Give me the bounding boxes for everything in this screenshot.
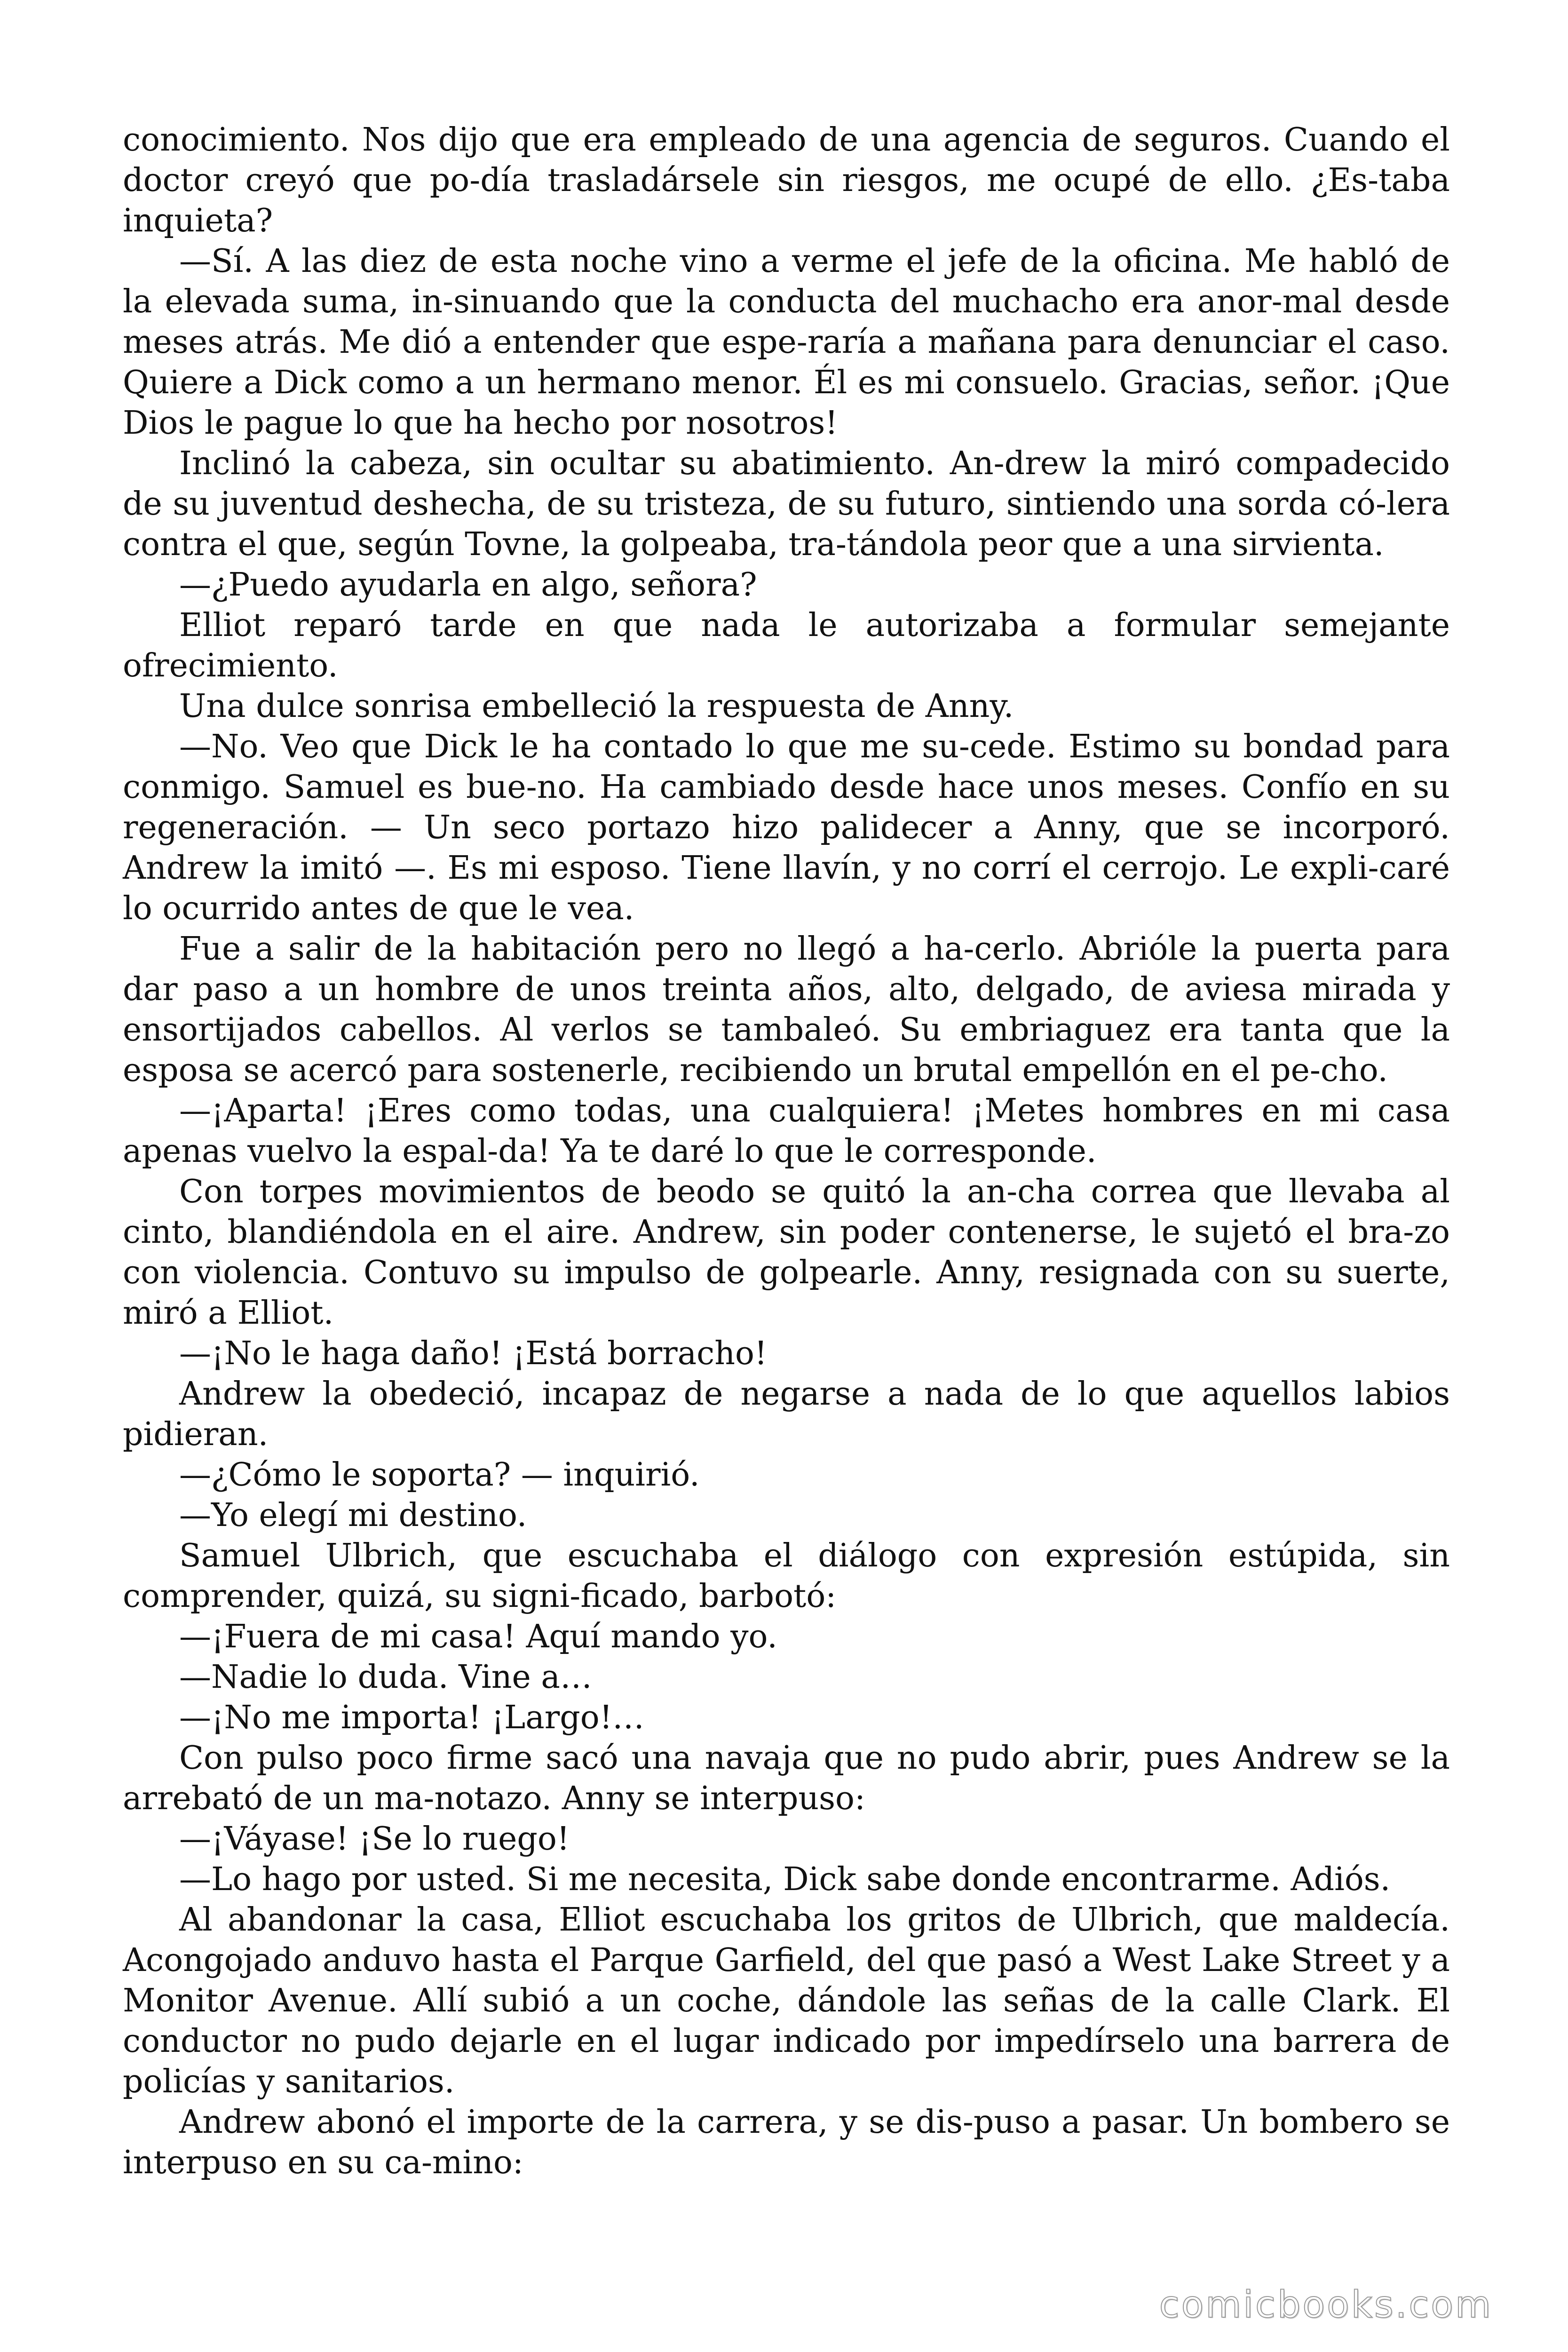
watermark: comicbooks.com (1159, 2284, 1493, 2326)
paragraph: —¡Fuera de mi casa! Aquí mando yo. (179, 1618, 777, 1655)
paragraph: Con pulso poco firme sacó una navaja que no pudo abrir, pues Andrew se la arrebató de un ma-notazo. Anny se interpuso: (123, 1740, 1450, 1817)
paragraph: Samuel Ulbrich, que escuchaba el diálogo con expresión estúpida, sin comprender, quizá, su signi-ficado, barbotó: (123, 1537, 1450, 1615)
paragraph: conocimiento. Nos dijo que era empleado de una agencia de seguros. Cuando el doctor creyó que po-día trasladársele sin riesgos, me ocupé de ello. ¿Es-taba inquieta? (123, 121, 1450, 239)
paragraph: —Sí. A las diez de esta noche vino a verme el jefe de la oficina. Me habló de la elevada suma, in-sinuando que la conducta del muchacho era anor-mal desde meses atrás. Me dió a entender que espe-raría a mañana para denunciar el caso. Quiere a Dick como a un hermano menor. Él es mi consuelo. Gracias, señor. ¡Que Dios le pague lo que ha hecho por nosotros! (123, 243, 1450, 442)
paragraph: —Nadie lo duda. Vine a… (179, 1659, 592, 1696)
paragraph: Inclinó la cabeza, sin ocultar su abatimiento. An-drew la miró compadecido de su juventud deshecha, de su tristeza, de su futuro, sintiendo una sorda có-lera contra el que, según Tovne, la golpeaba, tra-tándola peor que a una sirvienta. (123, 445, 1450, 563)
paragraph: —¿Puedo ayudarla en algo, señora? (179, 566, 757, 604)
paragraph: —¡No le haga daño! ¡Está borracho! (179, 1335, 768, 1372)
page-body (123, 120, 1450, 2183)
paragraph: Con torpes movimientos de beodo se quitó la an-cha correa que llevaba al cinto, blandiéndola en el aire. Andrew, sin poder contenerse, le sujetó el bra-zo con violencia. Contuvo su impulso de golpearle. Anny, resignada con su suerte, miró a Elliot. (123, 1173, 1450, 1332)
paragraph: —¡Váyase! ¡Se lo ruego! (179, 1820, 570, 1858)
paragraph: —Yo elegí mi destino. (179, 1497, 527, 1534)
paragraph: —¡Aparta! ¡Eres como todas, una cualquiera! ¡Metes hombres en mi casa apenas vuelvo la espal-da! Ya te daré lo que le corresponde. (123, 1092, 1450, 1170)
paragraph: Elliot reparó tarde en que nada le autorizaba a formular semejante ofrecimiento. (123, 607, 1450, 684)
paragraph: Fue a salir de la habitación pero no llegó a ha-cerlo. Abrióle la puerta para dar paso a un hombre de unos treinta años, alto, delgado, de aviesa mirada y ensortijados cabellos. Al verlos se tambaleó. Su embriaguez era tanta que la esposa se acercó para sostenerle, recibiendo un brutal empellón en el pe-cho. (123, 930, 1450, 1089)
paragraph: —Lo hago por usted. Si me necesita, Dick sabe donde encontrarme. Adiós. (179, 1861, 1391, 1898)
paragraph: Andrew la obedeció, incapaz de negarse a nada de lo que aquellos labios pidieran. (123, 1375, 1450, 1453)
paragraph: Andrew abonó el importe de la carrera, y se dis-puso a pasar. Un bombero se interpuso en su ca-mino: (123, 2104, 1450, 2181)
paragraph: —No. Veo que Dick le ha contado lo que me su-cede. Estimo su bondad para conmigo. Samuel es bue-no. Ha cambiado desde hace unos meses. Confío en su regeneración. — Un seco portazo hizo palidecer a Anny, que se incorporó. Andrew la imitó —. Es mi esposo. Tiene llavín, y no corrí el cerrojo. Le expli-caré lo ocurrido antes de que le vea. (123, 728, 1450, 927)
paragraph: —¡No me importa! ¡Largo!… (179, 1699, 645, 1736)
paragraph: Al abandonar la casa, Elliot escuchaba los gritos de Ulbrich, que maldecía. Acongojado anduvo hasta el Parque Garfield, del que pasó a West Lake Street y a Monitor Avenue. Allí subió a un coche, dándole las señas de la calle Clark. El conductor no pudo dejarle en el lugar indicado por impedírselo una barrera de policías y sanitarios. (123, 1901, 1450, 2100)
paragraph: Una dulce sonrisa embelleció la respuesta de Anny. (179, 688, 1014, 725)
paragraph: —¿Cómo le soporta? — inquirió. (179, 1456, 700, 1494)
